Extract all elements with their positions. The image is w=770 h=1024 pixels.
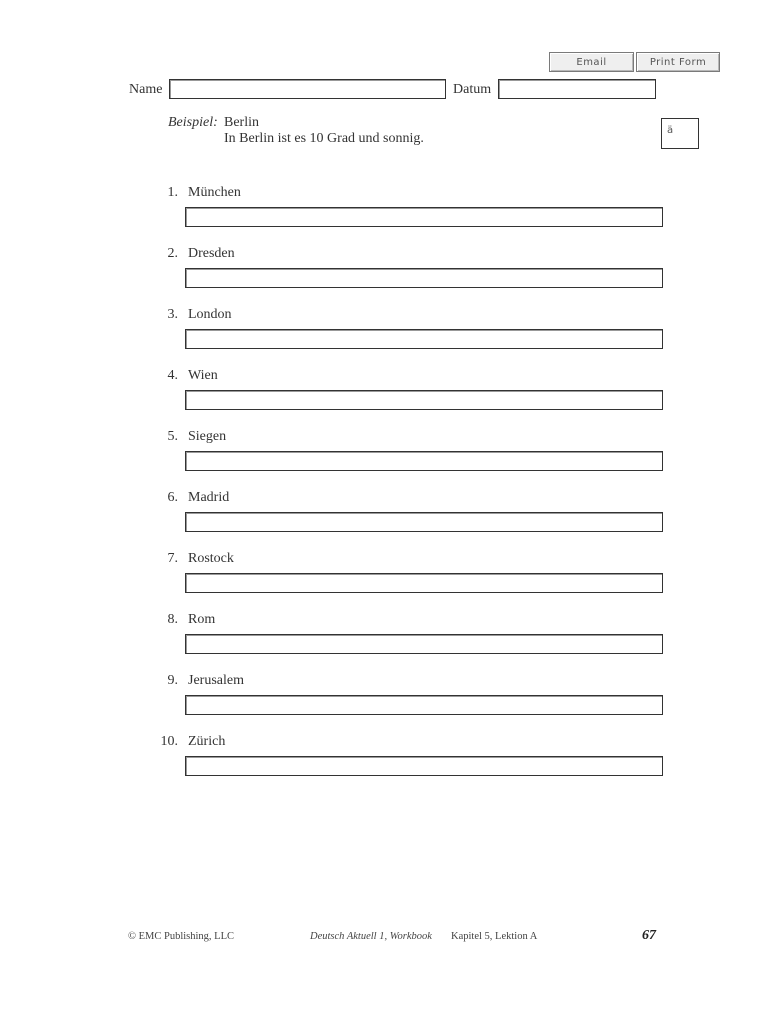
footer-chapter: Kapitel 5, Lektion A [451, 931, 538, 942]
item-city: Rostock [188, 551, 234, 566]
item-number: 1. [167, 185, 178, 200]
item-city: London [188, 307, 232, 322]
item-number: 3. [167, 307, 178, 322]
datum-field[interactable] [498, 79, 656, 99]
datum-label: Datum [453, 82, 492, 97]
answer-field[interactable] [185, 634, 663, 654]
footer-book-title: Deutsch Aktuell 1, Workbook [310, 931, 432, 942]
answer-field[interactable] [185, 756, 663, 776]
item-number: 8. [167, 612, 178, 627]
name-label: Name [129, 82, 163, 97]
item-city: Zürich [188, 734, 226, 749]
page-number: 67 [642, 928, 656, 943]
footer-copyright: © EMC Publishing, LLC [128, 931, 234, 942]
print-form-button[interactable]: Print Form [636, 52, 720, 72]
item-city: Jerusalem [188, 673, 244, 688]
answer-field[interactable] [185, 390, 663, 410]
answer-field[interactable] [185, 329, 663, 349]
item-number: 6. [167, 490, 178, 505]
name-field[interactable] [169, 79, 446, 99]
item-number: 10. [160, 734, 178, 749]
item-city: Rom [188, 612, 216, 627]
email-button[interactable]: Email [549, 52, 634, 72]
item-city: Wien [188, 368, 218, 383]
answer-field[interactable] [185, 268, 663, 288]
item-number: 5. [167, 429, 178, 444]
example-label: Beispiel: [168, 115, 218, 130]
item-number: 4. [167, 368, 178, 383]
item-city: München [188, 185, 241, 200]
special-character-box[interactable] [661, 118, 699, 149]
special-character-label: ä [667, 125, 674, 136]
item-number: 7. [167, 551, 178, 566]
item-city: Dresden [188, 246, 235, 261]
answer-field[interactable] [185, 207, 663, 227]
example-city: Berlin [224, 115, 259, 130]
answer-field[interactable] [185, 512, 663, 532]
item-number: 2. [167, 246, 178, 261]
answer-field[interactable] [185, 695, 663, 715]
answer-field[interactable] [185, 451, 663, 471]
example-sentence: In Berlin ist es 10 Grad und sonnig. [224, 131, 424, 146]
item-city: Siegen [188, 429, 227, 444]
item-number: 9. [167, 673, 178, 688]
answer-field[interactable] [185, 573, 663, 593]
item-city: Madrid [188, 490, 230, 505]
